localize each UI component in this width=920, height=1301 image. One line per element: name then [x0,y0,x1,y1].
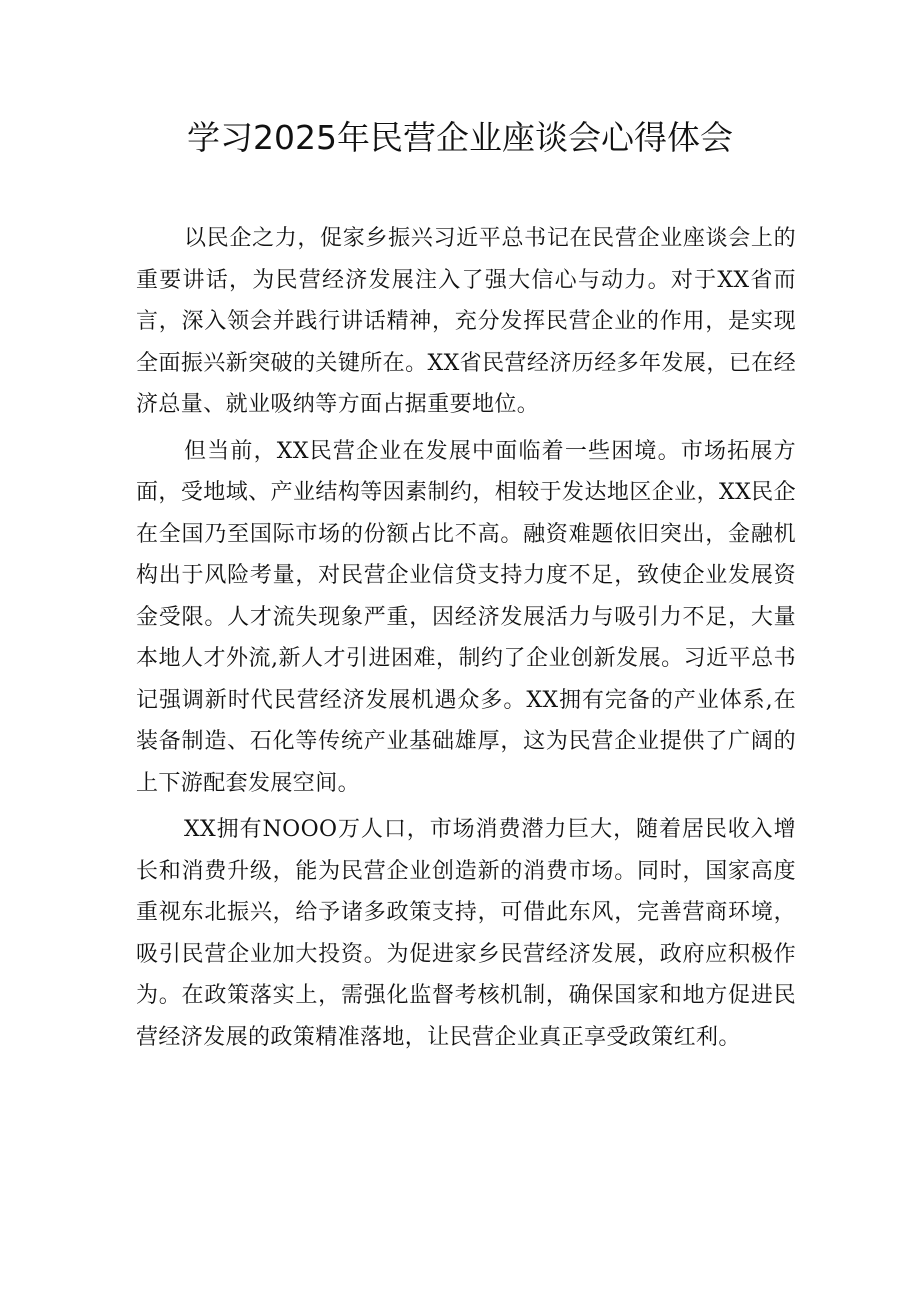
document-body [136,218,796,1062]
paragraph-3: XX拥有NOOO万人口，市场消费潜力巨大，随着居民收入增长和消费升级，能为民营企业创造新的消费市场。同时，国家高度重视东北振兴，给予诸多政策支持，可借此东风，完善营商环境，吸引民营企业加大投资。为促进家乡民营经济发展，政府应积极作为。在政策落实上，需强化监督考核机制，确保国家和地方促进民营经济发展的政策精准落地，让民营企业真正享受政策红利。 [136,817,796,1050]
paragraph-2: 但当前，XX民营企业在发展中面临着一些困境。市场拓展方面，受地域、产业结构等因素制约，相较于发达地区企业，XX民企在全国乃至国际市场的份额占比不高。融资难题依旧突出，金融机构出于风险考量，对民营企业信贷支持力度不足，致使企业发展资金受限。人才流失现象严重，因经济发展活力与吸引力不足，大量本地人才外流,新人才引进困难，制约了企业创新发展。习近平总书记强调新时代民营经济发展机遇众多。XX拥有完备的产业体系,在装备制造、石化等传统产业基础雄厚，这为民营企业提供了广阔的上下游配套发展空间。 [136,438,796,796]
paragraph-1: 以民企之力，促家乡振兴习近平总书记在民营企业座谈会上的重要讲话，为民营经济发展注入了强大信心与动力。对于XX省而言，深入领会并践行讲话精神，充分发挥民营企业的作用，是实现全面振兴新突破的关键所在。XX省民营经济历经多年发展，已在经济总量、就业吸纳等方面占据重要地位。 [136,226,796,417]
document-title: 学习2025年民营企业座谈会心得体会 [187,118,733,157]
